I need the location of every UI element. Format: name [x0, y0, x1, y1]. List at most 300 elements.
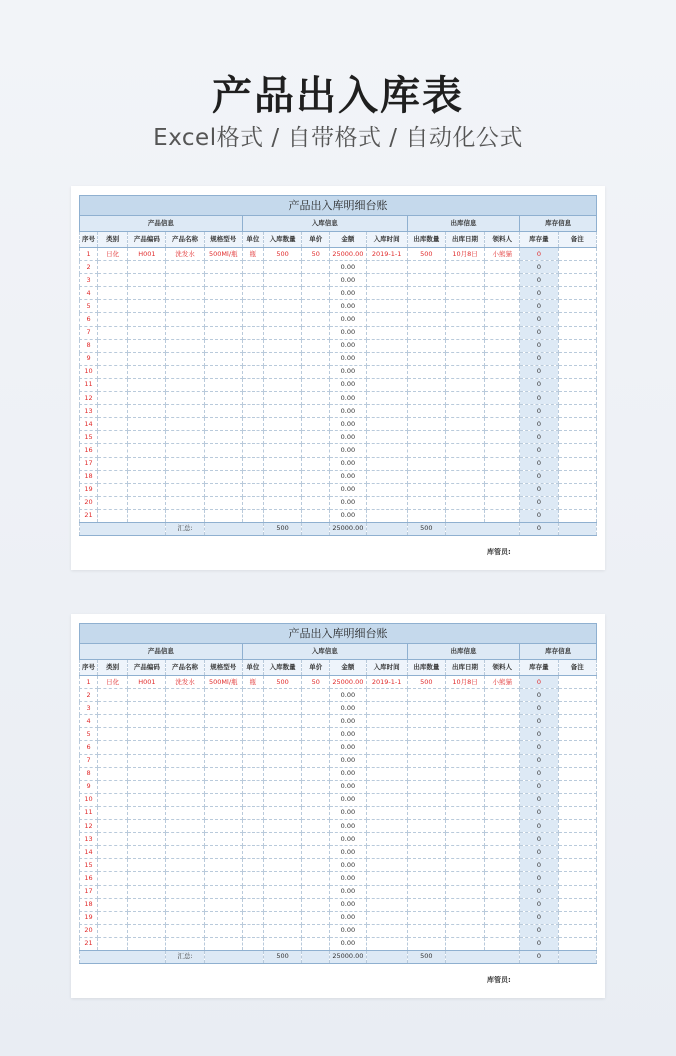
cell-empty [128, 715, 166, 728]
cell-stock: 0 [520, 872, 558, 885]
cell-empty [204, 261, 242, 274]
table-row [80, 313, 597, 326]
cell-empty [445, 352, 484, 365]
cell-empty [302, 937, 330, 950]
cell-empty [128, 352, 166, 365]
cell-empty [445, 937, 484, 950]
cell-empty [128, 911, 166, 924]
cell-empty [302, 352, 330, 365]
cell-empty [558, 715, 596, 728]
cell-empty [128, 833, 166, 846]
cell-empty [98, 872, 128, 885]
cell-empty [558, 846, 596, 859]
cell-empty [204, 405, 242, 418]
cell-empty [407, 780, 445, 793]
column-header: 出库数量 [407, 232, 445, 248]
column-header: 库存量 [520, 660, 558, 676]
cell-empty [98, 287, 128, 300]
cell-amount: 0.00 [330, 444, 366, 457]
cell-empty [204, 313, 242, 326]
cell-empty [204, 431, 242, 444]
cell-empty [166, 793, 204, 806]
cell-empty [558, 378, 596, 391]
cell-empty [166, 872, 204, 885]
group-inbound-info: 入库信息 [242, 216, 407, 232]
cell-empty [366, 793, 407, 806]
cell-stock: 0 [520, 833, 558, 846]
cell-stock: 0 [520, 859, 558, 872]
cell-empty [166, 780, 204, 793]
cell-empty [242, 689, 263, 702]
cell-empty [204, 339, 242, 352]
cell-seq: 19 [80, 911, 98, 924]
cell-empty [366, 300, 407, 313]
cell-empty [445, 326, 484, 339]
group-outbound-info: 出库信息 [407, 216, 520, 232]
cell-note [558, 248, 596, 261]
cell-empty [485, 483, 520, 496]
cell-empty [445, 431, 484, 444]
cell-empty [263, 274, 301, 287]
cell-amount: 0.00 [330, 287, 366, 300]
cell-empty [128, 780, 166, 793]
column-header: 规格型号 [204, 660, 242, 676]
table-row [80, 715, 597, 728]
cell-empty [263, 509, 301, 522]
cell-empty [242, 898, 263, 911]
cell-empty [407, 509, 445, 522]
cell-spec: 500Ml/瓶 [204, 248, 242, 261]
cell-empty [366, 937, 407, 950]
cell-empty [366, 496, 407, 509]
cell-amount: 0.00 [330, 780, 366, 793]
cell-price: 50 [302, 676, 330, 689]
cell-empty [242, 846, 263, 859]
cell-amount: 0.00 [330, 846, 366, 859]
cell-empty [366, 872, 407, 885]
cell-empty [263, 470, 301, 483]
cell-empty [366, 287, 407, 300]
cell-empty [242, 431, 263, 444]
cell-stock: 0 [520, 676, 558, 689]
table-row [80, 248, 597, 261]
cell-empty [242, 392, 263, 405]
cell-empty [407, 274, 445, 287]
cell-empty [407, 793, 445, 806]
cell-stock: 0 [520, 444, 558, 457]
cell-empty [166, 457, 204, 470]
cell-empty [485, 378, 520, 391]
cell-amount: 0.00 [330, 352, 366, 365]
cell-empty [242, 326, 263, 339]
cell-empty [485, 365, 520, 378]
sheet-preview-2 [71, 614, 605, 998]
cell-empty [407, 715, 445, 728]
cell-empty [242, 418, 263, 431]
cell-empty [166, 898, 204, 911]
cell-empty [366, 950, 407, 963]
cell-empty [445, 444, 484, 457]
cell-out-date: 10月8日 [445, 676, 484, 689]
cell-seq: 18 [80, 898, 98, 911]
cell-empty [204, 300, 242, 313]
column-header: 产品编码 [128, 232, 166, 248]
cell-name: 洗发水 [166, 248, 204, 261]
cell-seq: 9 [80, 352, 98, 365]
cell-seq: 17 [80, 885, 98, 898]
cell-name: 洗发水 [166, 676, 204, 689]
cell-empty [166, 820, 204, 833]
cell-empty [558, 405, 596, 418]
cell-seq: 9 [80, 780, 98, 793]
cell-empty [204, 378, 242, 391]
cell-empty [98, 820, 128, 833]
cell-empty [80, 950, 166, 963]
cell-empty [166, 833, 204, 846]
sheet-preview-1 [71, 186, 605, 570]
cell-seq: 1 [80, 248, 98, 261]
group-outbound-info: 出库信息 [407, 644, 520, 660]
cell-empty [485, 509, 520, 522]
cell-empty [485, 767, 520, 780]
cell-empty [366, 444, 407, 457]
cell-empty [166, 444, 204, 457]
cell-empty [204, 741, 242, 754]
cell-empty [242, 820, 263, 833]
cell-empty [302, 793, 330, 806]
cell-empty [558, 365, 596, 378]
cell-seq: 12 [80, 392, 98, 405]
cell-empty [407, 287, 445, 300]
cell-empty [128, 300, 166, 313]
cell-empty [204, 689, 242, 702]
cell-empty [366, 339, 407, 352]
cell-empty [302, 950, 330, 963]
cell-empty [98, 405, 128, 418]
cell-empty [263, 937, 301, 950]
cell-empty [98, 741, 128, 754]
table-row [80, 924, 597, 937]
cell-stock: 0 [520, 339, 558, 352]
cell-amount: 0.00 [330, 741, 366, 754]
cell-empty [166, 496, 204, 509]
cell-empty [558, 820, 596, 833]
table-row [80, 405, 597, 418]
total-in-qty: 500 [263, 950, 301, 963]
cell-empty [485, 911, 520, 924]
cell-empty [407, 806, 445, 819]
cell-empty [302, 846, 330, 859]
cell-empty [366, 326, 407, 339]
keeper-label: 库管员: [487, 976, 511, 984]
cell-empty [98, 509, 128, 522]
cell-empty [263, 352, 301, 365]
cell-amount: 0.00 [330, 859, 366, 872]
cell-empty [302, 483, 330, 496]
cell-empty [98, 444, 128, 457]
cell-empty [485, 405, 520, 418]
cell-empty [204, 793, 242, 806]
cell-empty [366, 509, 407, 522]
cell-amount: 0.00 [330, 431, 366, 444]
cell-empty [204, 365, 242, 378]
total-label: 汇总: [166, 950, 204, 963]
cell-empty [98, 859, 128, 872]
cell-amount: 0.00 [330, 274, 366, 287]
cell-empty [98, 483, 128, 496]
table-row [80, 846, 597, 859]
cell-empty [302, 522, 330, 535]
cell-empty [204, 418, 242, 431]
cell-empty [485, 287, 520, 300]
cell-empty [485, 444, 520, 457]
cell-empty [445, 702, 484, 715]
cell-seq: 13 [80, 833, 98, 846]
cell-empty [98, 470, 128, 483]
cell-empty [302, 885, 330, 898]
cell-empty [558, 833, 596, 846]
cell-amount: 25000.00 [330, 676, 366, 689]
cell-empty [485, 392, 520, 405]
cell-empty [558, 924, 596, 937]
cell-empty [128, 274, 166, 287]
cell-empty [485, 470, 520, 483]
cell-seq: 19 [80, 483, 98, 496]
cell-empty [407, 924, 445, 937]
cell-empty [558, 950, 596, 963]
cell-empty [166, 806, 204, 819]
cell-empty [485, 300, 520, 313]
cell-stock: 0 [520, 898, 558, 911]
cell-amount: 0.00 [330, 715, 366, 728]
cell-empty [302, 274, 330, 287]
cell-empty [263, 911, 301, 924]
cell-empty [485, 924, 520, 937]
cell-empty [302, 365, 330, 378]
cell-empty [128, 509, 166, 522]
cell-empty [204, 392, 242, 405]
cell-empty [128, 444, 166, 457]
cell-stock: 0 [520, 702, 558, 715]
cell-empty [302, 287, 330, 300]
cell-empty [98, 885, 128, 898]
cell-empty [98, 689, 128, 702]
cell-stock: 0 [520, 937, 558, 950]
cell-empty [445, 470, 484, 483]
cell-empty [302, 431, 330, 444]
cell-empty [128, 859, 166, 872]
cell-empty [128, 741, 166, 754]
cell-empty [366, 833, 407, 846]
cell-empty [558, 885, 596, 898]
cell-empty [302, 728, 330, 741]
total-stock: 0 [520, 522, 558, 535]
cell-stock: 0 [520, 313, 558, 326]
cell-empty [485, 780, 520, 793]
cell-empty [263, 885, 301, 898]
cell-stock: 0 [520, 780, 558, 793]
cell-empty [445, 911, 484, 924]
cell-empty [302, 470, 330, 483]
group-stock-info: 库存信息 [520, 216, 597, 232]
cell-empty [98, 274, 128, 287]
table-row [80, 444, 597, 457]
cell-empty [263, 431, 301, 444]
cell-stock: 0 [520, 846, 558, 859]
column-header: 序号 [80, 232, 98, 248]
cell-empty [166, 767, 204, 780]
cell-empty [128, 392, 166, 405]
cell-empty [98, 728, 128, 741]
total-label: 汇总: [166, 522, 204, 535]
cell-empty [98, 352, 128, 365]
cell-empty [407, 885, 445, 898]
cell-empty [166, 287, 204, 300]
cell-stock: 0 [520, 352, 558, 365]
cell-empty [98, 898, 128, 911]
cell-empty [558, 780, 596, 793]
cell-empty [166, 924, 204, 937]
cell-amount: 0.00 [330, 392, 366, 405]
cell-empty [558, 418, 596, 431]
cell-amount: 0.00 [330, 509, 366, 522]
cell-empty [98, 780, 128, 793]
table-row [80, 418, 597, 431]
cell-empty [242, 457, 263, 470]
cell-empty [263, 846, 301, 859]
cell-stock: 0 [520, 248, 558, 261]
cell-empty [263, 702, 301, 715]
cell-empty [366, 885, 407, 898]
cell-empty [166, 911, 204, 924]
cell-empty [302, 872, 330, 885]
cell-empty [445, 754, 484, 767]
cell-empty [445, 885, 484, 898]
cell-empty [302, 392, 330, 405]
table-row [80, 911, 597, 924]
cell-empty [445, 950, 519, 963]
cell-empty [128, 924, 166, 937]
cell-stock: 0 [520, 274, 558, 287]
cell-empty [366, 741, 407, 754]
cell-empty [242, 754, 263, 767]
cell-empty [128, 885, 166, 898]
cell-empty [204, 274, 242, 287]
cell-empty [98, 496, 128, 509]
cell-empty [407, 339, 445, 352]
cell-amount: 0.00 [330, 689, 366, 702]
cell-empty [558, 431, 596, 444]
cell-empty [445, 793, 484, 806]
cell-seq: 12 [80, 820, 98, 833]
cell-empty [263, 754, 301, 767]
table-row [80, 689, 597, 702]
cell-empty [558, 326, 596, 339]
cell-empty [407, 483, 445, 496]
cell-empty [302, 924, 330, 937]
cell-empty [558, 741, 596, 754]
table-row [80, 793, 597, 806]
cell-amount: 0.00 [330, 470, 366, 483]
table-row [80, 885, 597, 898]
cell-empty [558, 457, 596, 470]
cell-seq: 21 [80, 937, 98, 950]
cell-empty [445, 274, 484, 287]
cell-empty [445, 405, 484, 418]
cell-seq: 14 [80, 846, 98, 859]
column-header: 序号 [80, 660, 98, 676]
cell-empty [407, 898, 445, 911]
table-row [80, 392, 597, 405]
cell-seq: 8 [80, 339, 98, 352]
table-row [80, 780, 597, 793]
table-row [80, 676, 597, 689]
cell-empty [407, 754, 445, 767]
cell-in-qty: 500 [263, 676, 301, 689]
cell-empty [558, 261, 596, 274]
cell-empty [204, 806, 242, 819]
cell-empty [558, 702, 596, 715]
column-header: 入库数量 [263, 660, 301, 676]
cell-empty [98, 793, 128, 806]
table-row [80, 339, 597, 352]
group-product-info: 产品信息 [80, 644, 243, 660]
cell-empty [128, 339, 166, 352]
cell-empty [302, 378, 330, 391]
table-row [80, 702, 597, 715]
cell-empty [242, 767, 263, 780]
cell-empty [407, 689, 445, 702]
cell-amount: 0.00 [330, 937, 366, 950]
cell-stock: 0 [520, 509, 558, 522]
cell-empty [485, 741, 520, 754]
cell-empty [407, 352, 445, 365]
group-inbound-info: 入库信息 [242, 644, 407, 660]
cell-amount: 0.00 [330, 924, 366, 937]
cell-code: H001 [128, 676, 166, 689]
column-header: 产品编码 [128, 660, 166, 676]
table-row [80, 509, 597, 522]
cell-empty [445, 689, 484, 702]
cell-empty [204, 702, 242, 715]
cell-amount: 0.00 [330, 754, 366, 767]
cell-amount: 0.00 [330, 885, 366, 898]
cell-empty [204, 496, 242, 509]
cell-empty [204, 457, 242, 470]
cell-empty [366, 898, 407, 911]
cell-unit: 瓶 [242, 676, 263, 689]
cell-stock: 0 [520, 326, 558, 339]
cell-empty [485, 689, 520, 702]
cell-empty [485, 457, 520, 470]
table-row [80, 352, 597, 365]
cell-amount: 0.00 [330, 496, 366, 509]
cell-seq: 18 [80, 470, 98, 483]
cell-empty [302, 741, 330, 754]
cell-empty [166, 300, 204, 313]
cell-empty [204, 326, 242, 339]
cell-empty [366, 405, 407, 418]
cell-empty [98, 457, 128, 470]
cell-empty [558, 898, 596, 911]
cell-empty [166, 885, 204, 898]
cell-empty [407, 820, 445, 833]
ledger-title: 产品出入库明细台账 [80, 196, 597, 216]
cell-stock: 0 [520, 431, 558, 444]
cell-empty [445, 378, 484, 391]
cell-empty [263, 444, 301, 457]
cell-empty [407, 261, 445, 274]
